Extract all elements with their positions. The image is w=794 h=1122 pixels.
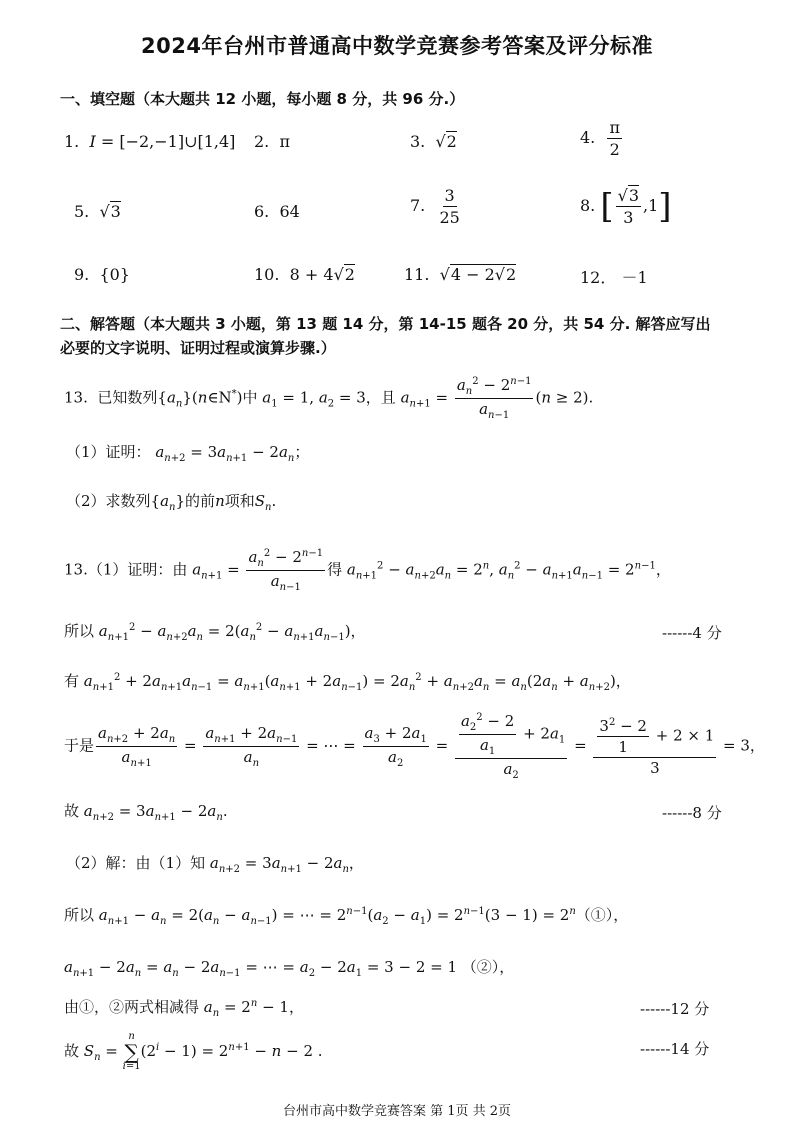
score-14: ------14 分 [640, 1040, 710, 1058]
answer-12-number: 12． [580, 268, 617, 287]
answer-6 [254, 202, 300, 221]
solution-step-10-prefix: 故 [64, 1042, 80, 1060]
section-1-heading: 一、填空题（本大题共 12 小题，每小题 8 分，共 96 分.） [60, 90, 465, 108]
solution-step-8-suffix: （②）， [461, 958, 515, 976]
solution-step-7-suffix: （①）， [575, 906, 629, 924]
answer-6-number: 6. [254, 202, 270, 221]
answer-4: 4. $\frac{\pi}{2}$ [580, 118, 620, 159]
score-8: ------8 分 [662, 804, 722, 822]
answer-1-number: 1. [64, 132, 80, 151]
answer-7-number: 7. [410, 196, 426, 215]
answer-2-number: 2. [254, 132, 270, 151]
answer-5-number: 5. [74, 202, 90, 221]
answer-9: 9. {0} [74, 265, 130, 284]
problem-13-part-1-label: （1）证明： [66, 443, 151, 461]
answer-11-number: 11. [404, 265, 430, 284]
solution-step-5: 故 $a_{n+2} = 3a_{n+1} - 2a_n$. [64, 802, 228, 823]
answer-3-number: 3. [410, 132, 426, 151]
problem-13-part-1: （1）证明： $a_{n+2} = 3a_{n+1} - 2a_n$； [66, 443, 310, 464]
answer-5: 5. √3 [74, 202, 121, 221]
answer-8-number: 8. [580, 196, 596, 215]
answer-2 [254, 132, 290, 151]
solution-step-5-prefix: 故 [64, 802, 80, 820]
section-2-heading-line-1: 二、解答题（本大题共 3 小题，第 13 题 14 分，第 14-15 题各 20 分，共 54 分. 解答应写出 [60, 315, 711, 333]
solution-step-1-mid: 得 [327, 560, 343, 579]
answer-9-number: 9. [74, 265, 90, 284]
solution-step-3-prefix: 有 [64, 672, 80, 690]
score-4: ------4 分 [662, 624, 722, 642]
solution-step-9-prefix: 由①，②两式相减得 [64, 998, 200, 1016]
problem-13-statement: 13. 已知数列$\{a_n\}(n\in N^*)$中 $a_1 = 1$, $a_2 = 3$，且 $a_{n+1}$ = $\frac{a_n^2 - 2^{n-1}}{a_{n-1}}$ (n ≥ 2). [64, 376, 594, 421]
solution-step-3: 有 $a_{n+1}^2 + 2a_{n+1}a_{n-1} = a_{n+1}(a_{n+1} + 2a_{n-1}) = 2a_n^2 + a_{n+2}a_n = a_n(2a_n + a_{n+2})$， [64, 672, 631, 693]
score-12: ------12 分 [640, 1000, 710, 1018]
section-2-heading-line-2: 必要的文字说明、证明过程或演算步骤.） [60, 339, 336, 357]
problem-13-number: 13. [64, 388, 88, 407]
answer-11: 11. √4 − 2√2 [404, 265, 517, 284]
solution-step-6: （2）解：由（1）知 $a_{n+2} = 3a_{n+1} - 2a_n$， [66, 854, 364, 875]
page-footer: 台州市高中数学竞赛答案 第 1页 共 2页 [282, 1104, 512, 1119]
answer-8: 8. [ $\frac{√3}{3}$ ,1] [580, 186, 672, 227]
problem-13-part-2-label: （2）求数列 [66, 492, 151, 510]
solution-step-4: 于是 $\frac{a_{n+2} + 2a_n}{a_{n+1}}$ = $\frac{a_{n+1} + 2a_{n-1}}{a_n}$ = ⋯ = $\frac{a_3 + 2a_1}{a_2}$ = $\frac{a_2^2 - 2}{a_1}$ + $2a_1$ $a_2$ = $\frac{3^2 - 2}{1}$ + 2 × 1 3 = 3， [64, 712, 765, 781]
answer-10: 10. 8 + 4√2 [254, 265, 355, 284]
answer-1: 1. I = [−2,−1]∪[1,4] [64, 132, 236, 151]
answer-3: 3. √2 [410, 132, 457, 151]
solution-step-4-prefix: 于是 [64, 736, 95, 755]
page-title: 2024年台州市普通高中数学竞赛参考答案及评分标准 [141, 34, 653, 58]
problem-13-part-2-text2: 项和 [224, 492, 255, 510]
solution-step-7: 所以 $a_{n+1} - a_n = 2(a_n - a_{n-1})$ = ⋯ = $2^{n-1}(a_2 - a_1) = 2^{n-1}(3 - 1)$ = $2^n(①)$， [64, 906, 629, 927]
answer-12 [580, 265, 648, 288]
solution-step-2: 所以 $a_{n+1}^2 - a_{n+2}a_n = 2(a_n^2 - a_{n+1}a_{n-1})$， [64, 622, 366, 643]
solution-step-2-prefix: 所以 [64, 622, 95, 640]
answer-12-value: －1 [621, 268, 648, 287]
solution-step-9: 由①，②两式相减得 $a_n = 2^n - 1$， [64, 998, 304, 1019]
solution-step-10: 故 $S_n$ = n ∑ i=1 $(2^i - 1) = 2^{n+1} - n - 2$ . [64, 1031, 323, 1072]
answer-2-value: π [279, 132, 290, 151]
answer-7: 7. $\frac{3}{25}$ [410, 186, 460, 227]
problem-13-part-2-text: 的前 [185, 492, 216, 510]
answer-6-value: 64 [279, 202, 300, 221]
solution-step-7-prefix: 所以 [64, 906, 95, 924]
solution-step-8: $a_{n+1} - 2a_n = a_n - 2a_{n-1}$ = ⋯ = $a_2 - 2a_1 = 3 - 2 = 1$ （②）， [64, 958, 515, 979]
solution-part-2-label: （2）解：由（1）知 [66, 854, 206, 872]
solution-step-1: 13.（1）证明：由 $a_{n+1}$ = $\frac{a_n^2 - 2^{n-1}}{a_{n-1}}$ 得 $a_{n+1}^2 - a_{n+2}a_n = 2^n$, $a_n^2 - a_{n+1}a_{n-1} = 2^{n-1}$， [64, 548, 671, 593]
answer-10-number: 10. [254, 265, 280, 284]
problem-13-part-2: （2）求数列$\{a_n\}$的前n项和$S_n$. [66, 492, 277, 513]
solution-part-1-label: 13.（1）证明：由 [64, 560, 188, 579]
answer-4-number: 4. [580, 128, 596, 147]
